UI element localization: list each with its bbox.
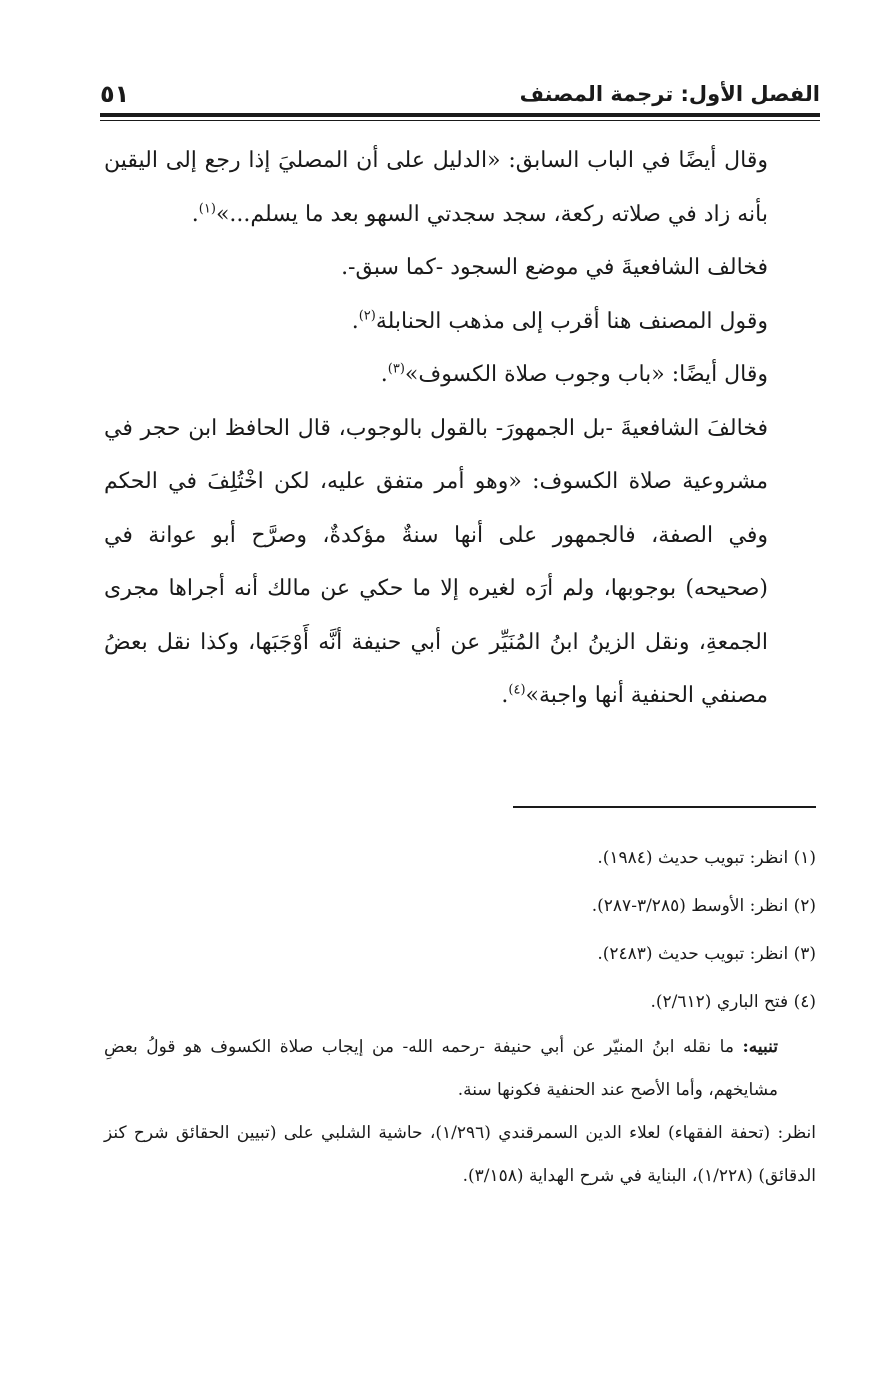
footnote-1: (١) انظر: تبويب حديث (١٩٨٤).	[597, 848, 816, 868]
footnote-ref-3: (٣)	[387, 361, 405, 377]
footnote-references: انظر: (تحفة الفقهاء) لعلاء الدين السمرقندي (١/٢٩٦)، حاشية الشلبي على (تبيين الحقائق شرح كنز الدقائق) (١/٢٢٨)، البناية في شرح الهداية (٣/١٥٨).	[104, 1123, 816, 1186]
paragraph-2	[104, 241, 816, 295]
paragraph-4-text: وقال أيضًا: «باب وجوب صلاة الكسوف»	[404, 362, 768, 387]
paragraph-1-end: .	[191, 201, 199, 227]
paragraph-5	[104, 402, 816, 723]
paragraph-4-end: .	[380, 362, 388, 387]
footnote-separator	[513, 806, 816, 808]
footnote-ref-2: (٢)	[358, 308, 376, 324]
header-rule-thin	[100, 120, 820, 121]
main-text	[104, 134, 816, 723]
footnote-4: (٤) فتح الباري (٢/٦١٢).	[650, 992, 816, 1012]
footnote-3: (٣) انظر: تبويب حديث (٢٤٨٣).	[597, 944, 816, 964]
footnote-2: (٢) انظر: الأوسط (٣/٢٨٥-٢٨٧).	[591, 896, 816, 916]
footnote-note	[104, 1026, 816, 1112]
note-text: ما نقله ابنُ المنيّر عن أبي حنيفة -رحمه الله- من إيجاب صلاة الكسوف هو قولُ بعضِ مشايخهم، وأما الأصح عند الحنفية فكونها سنة.	[104, 1037, 778, 1100]
page-number: ٥١	[100, 80, 130, 108]
paragraph-5-end: .	[501, 683, 509, 708]
paragraph-2-text: فخالف الشافعيةَ في موضع السجود -كما سبق-.	[341, 255, 768, 280]
footnotes	[104, 834, 816, 1198]
note-label: تنبيه:	[742, 1037, 778, 1057]
page-header	[100, 78, 820, 112]
paragraph-3-text: وقول المصنف هنا أقرب إلى مذهب الحنابلة	[375, 308, 768, 334]
footnote-ref-1: (١)	[198, 201, 216, 217]
paragraph-1-text: وقال أيضًا في الباب السابق: «الدليل على أن المصليَ إذا رجع إلى اليقين بأنه زاد في صلاته ركعة، سجد سجدتي السهو بعد ما يسلم...»	[104, 148, 768, 227]
paragraph-4	[104, 348, 816, 402]
paragraph-3-end: .	[351, 308, 359, 334]
paragraph-3	[104, 295, 816, 349]
paragraph-1	[104, 134, 816, 241]
footnote-ref-4: (٤)	[508, 682, 526, 698]
paragraph-5-text: فخالفَ الشافعيةَ -بل الجمهورَ- بالقول بالوجوب، قال الحافظ ابن حجر في مشروعية صلاة الكسوف: «وهو أمر متفق عليه، لكن اخْتُلِفَ في الحكم وفي الصفة، فالجمهور على أنها سنةٌ مؤكدةٌ، وصرَّح أبو عوانة في (صحيحه) بوجوبها، ولم أرَه لغيره إلا ما حكي عن مالك أنه أجراها مجرى الجمعةِ، ونقل الزينُ ابنُ المُنَيِّر عن أبي حنيفة أنَّه أَوْجَبَها، وكذا نقل بعضُ مصنفي الحنفية أنها واجبة»	[104, 415, 768, 708]
header-rule-thick	[100, 113, 820, 117]
running-title: الفصل الأول: ترجمة المصنف	[519, 82, 820, 106]
